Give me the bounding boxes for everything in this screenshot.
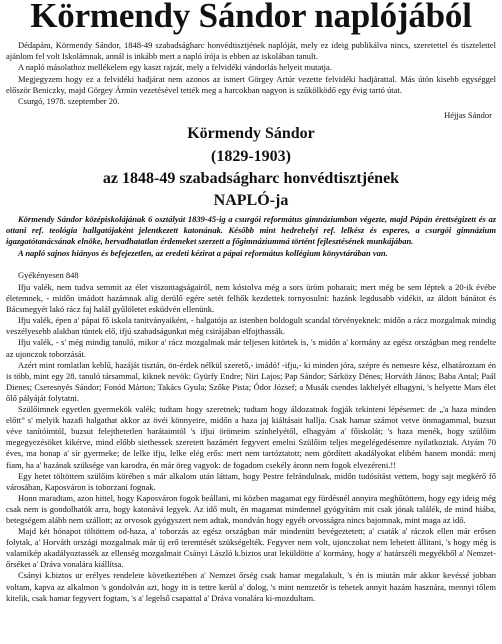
body-paragraph: Egy hetet töltöttem szülőim körében s már alkalom után láttam, hogy Pestre felrándulnak, midőn tudósítást vettem, hogy sajt megkérő fő városában, Kaposváron is toborzani fognak. <box>6 470 496 492</box>
body-paragraph: Ifju valék, - s' még mindig tanuló, mikor a' rácz mozgalmak már teljesen kitörtek is, 's midőn a' kormány az egész országban meg rendelte az ujonczok toborzását. <box>6 337 496 359</box>
body-paragraph: Szülőimnek egyetlen gyermekök valék; tudtam hogy szeretnek; tudtam hogy áldozatnak fogják tekinteni lépésemet: de „'a haza minden előtt” s' melyik hazafi halgathat akkor az övéi könnyeire, midőn a haza jaj kiáltásait hallja. Csak hamar számot vetve önmagammal, buzsut véve tanítóimtól, buzsut felejthetetlen barátaimtól 's ifjui örömeim színhelyétől, elhagyám a' főiskolát; 's haza menék, hogy szülőim megegyezésöket kikérve, mind előbb siethessek szeretett hazámért fegyvert emelni Szülőim teljes megelégedésemre nyilatkoztak. Atyám 70 éves, ma honap a' sír gyermeke; de lelke ifju, lelke elég erős: mert nem tartóztatott; nem gördített akadályokat elibém hanem mondá: menj fiam, ha a' hazának szüksége van karodra, én már öreg vagyok: de fogadom csekély áronn nem fogok elvezéreni.!! <box>6 404 496 470</box>
body-paragraph: Azért mint romlatlan keblű, hazáját tisztán, ön-érdek nélkül szerető,- imádó! -ifju,- ki minden jóra, szépre és nemesre kész, elhatároztam én is több, mint egy 28. tanuló társammal, kiknek nevök: Gyürfy Endre; Niri Lajos; Pap Sándor; Sárközy Dénes; Horváth János; Baba Antal; Paál Dienes; Cseresnyés Sándor; Fonód Márton; Takács Gyula; Szőke Pista; Ódor József; a Musák csendes lakhelyét elhagyni, 's helyette Mars élet őlő pályáját folytatni. <box>6 359 496 403</box>
diary-work-heading: NAPLÓ-ja <box>213 192 289 209</box>
diary-body <box>6 282 496 604</box>
dedication-paragraph: Dédapám, Körmendy Sándor, 1848-49 szabadságharc honvédtisztjének naplóját, mely ez ideig publikálva nincs, szeretettel és tisztelettel ajánlom fel volt Iskolámnak, annál is inkább mert a napló írója is ebben az iskolában tanult. <box>6 40 496 62</box>
body-paragraph: Csányi k.biztos ur erélyes rendelete következtében a' Nemzet őrség csak hamar megalakult, 's én is miután már akkor kevéssé jobban voltam, kapva az alkalmon 's gondolván azt, hogy itt is tettre kerül a' dolog, 's mint nemzetőr is tehetek annyit hazám hasznára, mennyi tőlem kitelik, csak hamar fegyvert fogtam, 's a' legelső csapattal a' Dráva vonalára ki-mozdultam. <box>6 570 496 603</box>
dedication-paragraph: Megjegyzem hogy ez a felvidéki hadjárat nem azonos az ismert Görgey Artúr vezette felvidéki hadjárattal. Más útón kisebb egységgel először Beniczky, majd Görgey Ármin vezetésével tették meg a harcokban nagyon is szűkölködő egy évig tartó útat. <box>6 73 496 95</box>
foreword <box>6 214 496 259</box>
diary-date-line: Gyékényesen 848 <box>18 270 79 280</box>
body-paragraph: Majd két hónapot töltöttem od-haza, a' toborzás az egész országban már mindenütt bevégeztetett; a' csaták a' ráczok ellen már erősen folytak, a' Horváth országi mozgalmak már új erő teremtését szükségelték. Fegyver nem volt, ujonczokat nem lehetett állitani, 's hogy még is valamikép akadályoztassék az ellenség mozgalmait Csányi László k.biztos urat leküldötte a' kormány, hogy a' határszéli megyékből a' Nemzet-őrséket a' Dráva vonalára kiállítsa. <box>6 526 496 570</box>
dedication <box>6 40 496 107</box>
dedication-place-date: Csurgó, 1978. szeptember 20. <box>18 96 120 107</box>
foreword-paragraph: A napló sajnos hiányos és befejezetlen, az eredeti kézirat a pápai református kollégium könyvtárában van. <box>18 247 388 258</box>
diary-years-heading: (1829-1903) <box>211 148 291 165</box>
page-title: Körmendy Sándor naplójából <box>30 0 472 35</box>
body-paragraph: Ifju valék, nem tudva semmit az élet viszontagságairól, nem kóstolva még a sors üröm poharait; mert még be sem léptek a 20-ik évébe életemnek, - midőn imádott hazámnak alig derülő egére setét felhők kezdettek tornyosulni: hazánk legdusabb vidékit, az áldott bánátot és Bácsmegyét lakó rácz faj halál gyűlöletet esküdvén ellenünk. <box>6 282 496 315</box>
dedication-signature: Héjjas Sándor <box>444 110 492 120</box>
body-paragraph: Honn maradtam, azon hittel, hogy Kaposváron fogok beállani, mi közben magamat egy fürdésnél annyira meghűtöttem, hogy egy ideig még csak nem is gondolhatók arra, hogy katonává legyek. Az idő mult, én magamat mindennel gyógyítám mit csak jónak találék, de mind hiába, betegségem alább nem szállott; az orvosok gyógyszert nem adtak, mondván hogy egyéb orvosságra nincs bajomnak, mint maga az idő. <box>6 492 496 525</box>
dedication-paragraph: A napló másolathoz mellékelem egy kaszt rajzát, mely a felvidéki vándorlás helyeit mutatja. <box>18 62 332 73</box>
diary-rank-heading: az 1848-49 szabadságharc honvédtisztjének <box>102 170 400 187</box>
body-paragraph: Ifju valék, épen a' pápai fő iskola tanitványaiként, - halgatója az istenben boldogult scandal törvényeknek: midőn a rácz mozgalmak mindig veszélyesebb alakban tüntek elő, ifjú szabadságunkat még csirájában elfojthassák. <box>6 315 496 337</box>
diary-author-heading: Körmendy Sándor <box>187 125 315 142</box>
foreword-paragraph: Körmendy Sándor középiskolájának 6 osztályát 1839-45-ig a csurgói református gimnáziumban végezte, majd Pápán érettségizett és az ottani ref. teológia hallgatójaként jelentkezett katonának. Később mint hedrehelyi ref. lelkész és esperes, a csurgói gimnázium igazgatótanácsának elnöke, hervadhatatlan érdemeket szerzett a főgimnáziummá történt fejlesztésének munkájában. <box>6 214 496 247</box>
